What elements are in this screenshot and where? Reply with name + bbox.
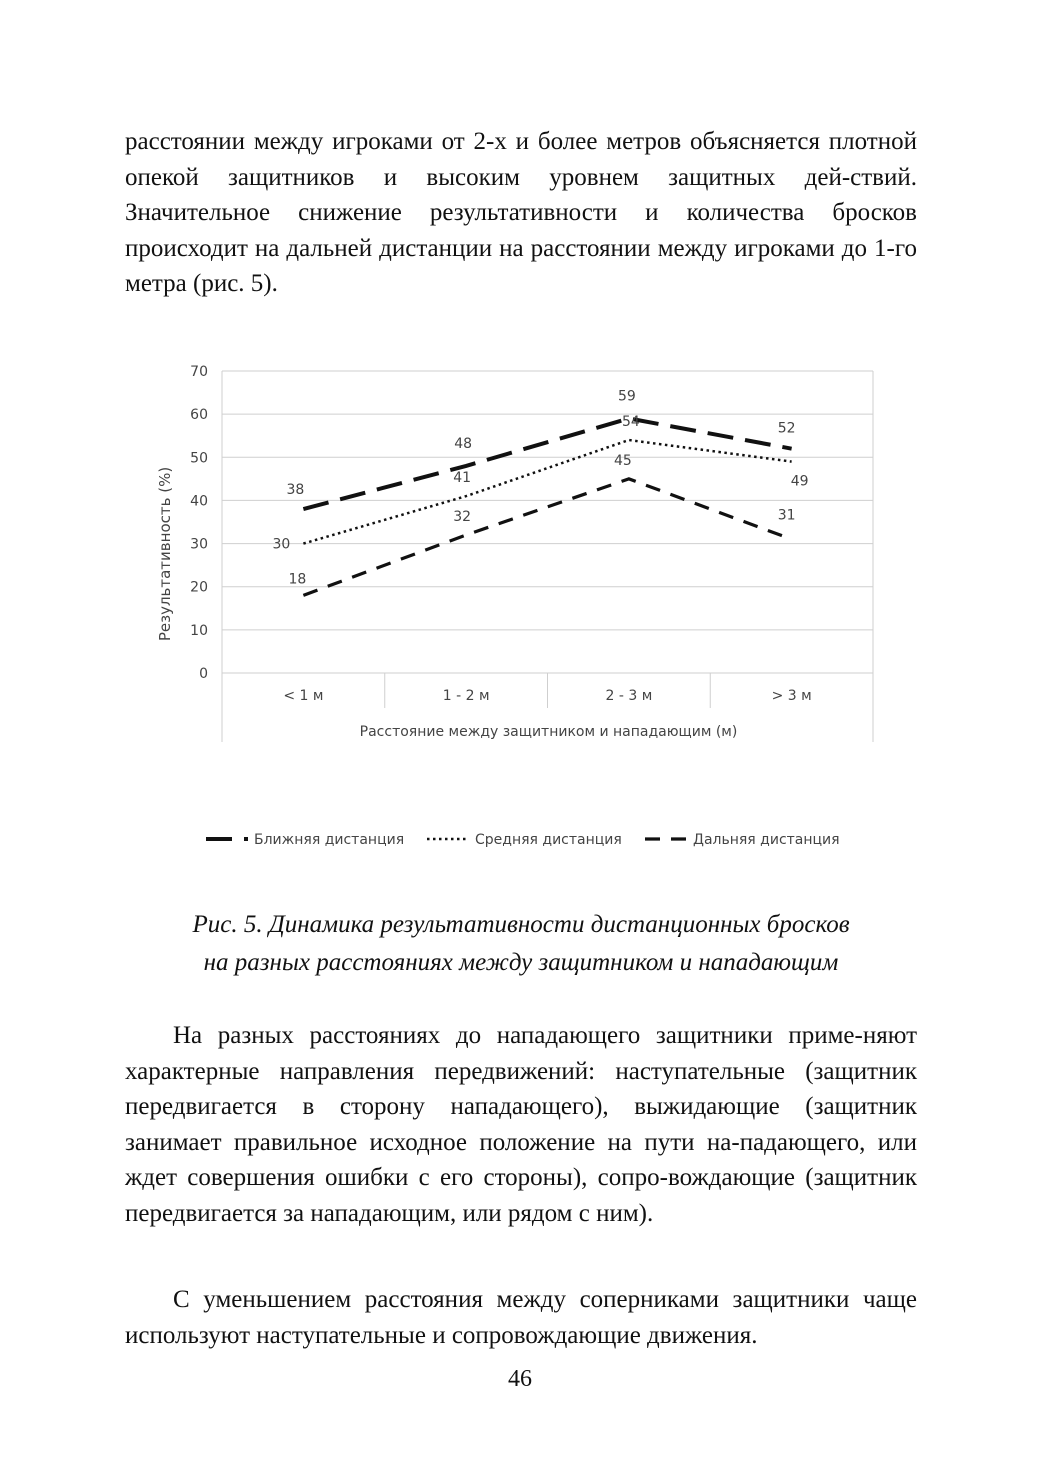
data-label: 54 — [621, 414, 640, 431]
y-tick-label: 70 — [190, 364, 208, 380]
data-label: 18 — [288, 571, 307, 588]
x-tick-label: < 1 м — [283, 688, 324, 704]
y-axis-title: Результативность (%) — [156, 466, 174, 642]
figure-caption — [125, 906, 917, 982]
data-label: 49 — [790, 473, 809, 490]
data-label: 30 — [272, 536, 291, 553]
y-tick-label: 0 — [199, 666, 208, 682]
data-label: 31 — [777, 507, 796, 524]
data-label: 52 — [777, 420, 796, 437]
series-line — [303, 479, 791, 595]
chart-axes — [156, 364, 873, 742]
chart-gridlines — [222, 371, 873, 673]
series-line — [303, 440, 791, 544]
chart-series — [303, 418, 791, 595]
y-tick-label: 60 — [190, 407, 208, 424]
legend-label: Дальняя дистанция — [693, 832, 840, 848]
x-tick-label: 1 - 2 м — [442, 688, 490, 704]
y-tick-label: 10 — [190, 622, 208, 639]
y-tick-label: 20 — [190, 579, 208, 596]
body-paragraph: На разных расстояниях до нападающего защитники приме-няют характерные направления передвижений: наступательные (защитник передвигается в сторону нападающего), выжидающие (защитник занимает правильное исходное положение на пути на-падающего, или ждет совершения ошибки с его стороны), сопро-вождающие (защитник передвигается за нападающим, или рядом с ним). — [125, 1022, 917, 1227]
chart-labels — [272, 388, 808, 587]
y-tick-label: 30 — [190, 536, 208, 553]
legend-label: Средняя дистанция — [475, 832, 622, 848]
x-axis-title: Расстояние между защитником и нападающим (м) — [359, 724, 738, 740]
data-label: 48 — [454, 435, 473, 452]
data-label: 59 — [617, 388, 636, 405]
body-paragraph: С уменьшением расстояния между соперниками защитники чаще используют наступательные и сопровождающие движения. — [125, 1286, 917, 1349]
data-label: 32 — [453, 508, 472, 525]
y-tick-label: 50 — [190, 450, 208, 467]
x-tick-label: 2 - 3 м — [605, 688, 653, 704]
page-number: 46 — [508, 1366, 532, 1392]
data-label: 41 — [453, 470, 472, 487]
body-paragraph: расстоянии между игроками от 2-х и более метров объясняется плотной опекой защитников и высоким уровнем защитных дей-ствий. Значительное снижение результативности и количества бросков происходит на дальней дистанции на расстоянии между игроками до 1-го метра (рис. 5). — [125, 128, 917, 297]
caption-line-2: на разных расстояниях между защитником и нападающим — [203, 949, 839, 976]
legend-label: Ближняя дистанция — [254, 832, 405, 848]
caption-line-1: Рис. 5. Динамика результативности дистанционных бросков — [192, 911, 850, 938]
x-tick-label: > 3 м — [771, 688, 812, 704]
data-label: 45 — [613, 452, 632, 469]
y-tick-label: 40 — [190, 493, 208, 510]
data-label: 38 — [286, 482, 305, 499]
series-line — [303, 418, 791, 509]
chart-legend — [206, 832, 840, 848]
